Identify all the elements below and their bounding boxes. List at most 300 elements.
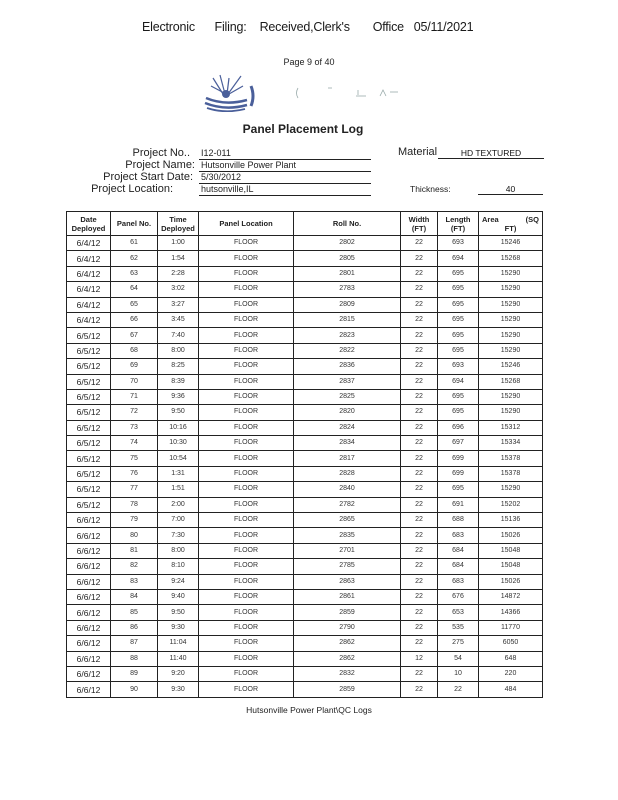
cell-width: 22 — [401, 282, 438, 297]
cell-location: FLOOR — [199, 251, 294, 266]
filing-stamp — [142, 20, 473, 34]
cell-date: 6/5/12 — [67, 466, 111, 481]
material-label: Material — [398, 146, 438, 158]
cell-area: 15290 — [479, 343, 543, 358]
cell-roll: 2828 — [294, 466, 401, 481]
company-logo-icon — [203, 72, 255, 112]
header-roll-no: Roll No. — [294, 212, 401, 236]
cell-roll: 2835 — [294, 528, 401, 543]
thickness-value: 40 — [478, 184, 543, 195]
cell-length: 684 — [438, 559, 479, 574]
cell-date: 6/5/12 — [67, 359, 111, 374]
cell-width: 22 — [401, 312, 438, 327]
cell-roll: 2820 — [294, 405, 401, 420]
cell-length: 688 — [438, 513, 479, 528]
cell-width: 22 — [401, 266, 438, 281]
cell-location: FLOOR — [199, 543, 294, 558]
cell-roll: 2859 — [294, 605, 401, 620]
cell-width: 22 — [401, 374, 438, 389]
cell-time: 10:16 — [158, 420, 199, 435]
cell-length: 697 — [438, 436, 479, 451]
cell-roll: 2701 — [294, 543, 401, 558]
cell-area: 15290 — [479, 266, 543, 281]
cell-length: 54 — [438, 651, 479, 666]
cell-location: FLOOR — [199, 589, 294, 604]
cell-length: 695 — [438, 405, 479, 420]
cell-width: 12 — [401, 651, 438, 666]
cell-location: FLOOR — [199, 497, 294, 512]
project-number-label: Project No.. — [132, 147, 190, 159]
cell-panel: 84 — [111, 589, 158, 604]
cell-area: 14366 — [479, 605, 543, 620]
cell-roll: 2862 — [294, 636, 401, 651]
cell-area: 15246 — [479, 359, 543, 374]
cell-location: FLOOR — [199, 436, 294, 451]
cell-area: 15334 — [479, 436, 543, 451]
cell-date: 6/6/12 — [67, 682, 111, 697]
cell-roll: 2825 — [294, 389, 401, 404]
cell-date: 6/5/12 — [67, 389, 111, 404]
table-row — [67, 636, 543, 651]
cell-length: 691 — [438, 497, 479, 512]
cell-roll: 2817 — [294, 451, 401, 466]
cell-date: 6/5/12 — [67, 405, 111, 420]
cell-location: FLOOR — [199, 620, 294, 635]
cell-time: 9:30 — [158, 620, 199, 635]
cell-location: FLOOR — [199, 482, 294, 497]
cell-panel: 86 — [111, 620, 158, 635]
cell-time: 1:31 — [158, 466, 199, 481]
document-title: Panel Placement Log — [242, 122, 364, 136]
cell-width: 22 — [401, 666, 438, 681]
table-row — [67, 528, 543, 543]
table-row — [67, 405, 543, 420]
cell-time: 10:54 — [158, 451, 199, 466]
cell-time: 9:24 — [158, 574, 199, 589]
cell-width: 22 — [401, 251, 438, 266]
cell-panel: 66 — [111, 312, 158, 327]
cell-width: 22 — [401, 589, 438, 604]
filing-word-electronic: Electronic — [142, 20, 195, 34]
filing-date: 05/11/2021 — [413, 20, 474, 34]
header-panel-location: Panel Location — [199, 212, 294, 236]
cell-area: 15290 — [479, 405, 543, 420]
cell-panel: 85 — [111, 605, 158, 620]
cell-panel: 80 — [111, 528, 158, 543]
cell-width: 22 — [401, 543, 438, 558]
cell-panel: 82 — [111, 559, 158, 574]
table-row — [67, 312, 543, 327]
cell-date: 6/4/12 — [67, 236, 111, 251]
cell-roll: 2863 — [294, 574, 401, 589]
cell-roll: 2840 — [294, 482, 401, 497]
cell-date: 6/6/12 — [67, 620, 111, 635]
cell-location: FLOOR — [199, 328, 294, 343]
cell-location: FLOOR — [199, 682, 294, 697]
cell-length: 694 — [438, 374, 479, 389]
cell-roll: 2790 — [294, 620, 401, 635]
cell-location: FLOOR — [199, 528, 294, 543]
project-name-value: Hutsonville Power Plant — [199, 160, 371, 172]
cell-area: 15290 — [479, 312, 543, 327]
cell-width: 22 — [401, 559, 438, 574]
cell-length: 695 — [438, 297, 479, 312]
table-row — [67, 451, 543, 466]
table-row — [67, 389, 543, 404]
cell-roll: 2862 — [294, 651, 401, 666]
cell-length: 699 — [438, 466, 479, 481]
cell-length: 695 — [438, 343, 479, 358]
table-row — [67, 328, 543, 343]
table-row — [67, 651, 543, 666]
cell-panel: 88 — [111, 651, 158, 666]
table-header-row — [67, 212, 543, 236]
cell-location: FLOOR — [199, 451, 294, 466]
cell-roll: 2865 — [294, 513, 401, 528]
cell-width: 22 — [401, 236, 438, 251]
cell-date: 6/5/12 — [67, 328, 111, 343]
cell-panel: 79 — [111, 513, 158, 528]
cell-location: FLOOR — [199, 374, 294, 389]
cell-location: FLOOR — [199, 513, 294, 528]
cell-length: 683 — [438, 528, 479, 543]
cell-length: 10 — [438, 666, 479, 681]
cell-time: 2:00 — [158, 497, 199, 512]
cell-length: 693 — [438, 236, 479, 251]
cell-panel: 68 — [111, 343, 158, 358]
cell-area: 648 — [479, 651, 543, 666]
cell-time: 10:30 — [158, 436, 199, 451]
cell-area: 15290 — [479, 282, 543, 297]
cell-area: 15378 — [479, 466, 543, 481]
table-row — [67, 436, 543, 451]
table-row — [67, 374, 543, 389]
cell-panel: 90 — [111, 682, 158, 697]
cell-roll: 2815 — [294, 312, 401, 327]
cell-date: 6/6/12 — [67, 528, 111, 543]
cell-panel: 61 — [111, 236, 158, 251]
cell-width: 22 — [401, 528, 438, 543]
cell-time: 2:28 — [158, 266, 199, 281]
cell-date: 6/4/12 — [67, 297, 111, 312]
cell-location: FLOOR — [199, 666, 294, 681]
cell-area: 15290 — [479, 482, 543, 497]
cell-time: 7:30 — [158, 528, 199, 543]
cell-time: 7:00 — [158, 513, 199, 528]
cell-area: 15268 — [479, 251, 543, 266]
table-row — [67, 666, 543, 681]
cell-time: 9:30 — [158, 682, 199, 697]
cell-panel: 77 — [111, 482, 158, 497]
cell-time: 8:10 — [158, 559, 199, 574]
cell-location: FLOOR — [199, 466, 294, 481]
cell-location: FLOOR — [199, 405, 294, 420]
cell-length: 695 — [438, 389, 479, 404]
cell-roll: 2836 — [294, 359, 401, 374]
cell-length: 676 — [438, 589, 479, 604]
cell-location: FLOOR — [199, 359, 294, 374]
cell-roll: 2801 — [294, 266, 401, 281]
cell-width: 22 — [401, 343, 438, 358]
project-start-value: 5/30/2012 — [199, 172, 371, 184]
cell-time: 8:00 — [158, 543, 199, 558]
project-location-label: Project Location: — [91, 183, 173, 195]
cell-area: 15048 — [479, 543, 543, 558]
cell-time: 9:36 — [158, 389, 199, 404]
cell-length: 699 — [438, 451, 479, 466]
header-time-deployed: Time Deployed — [158, 212, 199, 236]
cell-area: 15268 — [479, 374, 543, 389]
cell-location: FLOOR — [199, 266, 294, 281]
header-width: Width (FT) — [401, 212, 438, 236]
table-row — [67, 482, 543, 497]
cell-date: 6/6/12 — [67, 513, 111, 528]
cell-time: 1:51 — [158, 482, 199, 497]
header-date-deployed: Date Deployed — [67, 212, 111, 236]
cell-roll: 2783 — [294, 282, 401, 297]
cell-panel: 69 — [111, 359, 158, 374]
cell-panel: 76 — [111, 466, 158, 481]
cell-area: 15290 — [479, 389, 543, 404]
cell-time: 8:39 — [158, 374, 199, 389]
cell-panel: 63 — [111, 266, 158, 281]
cell-date: 6/5/12 — [67, 482, 111, 497]
cell-length: 22 — [438, 682, 479, 697]
cell-area: 15378 — [479, 451, 543, 466]
cell-panel: 75 — [111, 451, 158, 466]
cell-panel: 74 — [111, 436, 158, 451]
cell-length: 275 — [438, 636, 479, 651]
cell-area: 15026 — [479, 574, 543, 589]
table-row — [67, 682, 543, 697]
cell-date: 6/5/12 — [67, 374, 111, 389]
cell-length: 535 — [438, 620, 479, 635]
cell-date: 6/4/12 — [67, 266, 111, 281]
cell-panel: 87 — [111, 636, 158, 651]
cell-date: 6/6/12 — [67, 543, 111, 558]
cell-panel: 78 — [111, 497, 158, 512]
cell-roll: 2782 — [294, 497, 401, 512]
cell-width: 22 — [401, 436, 438, 451]
cell-location: FLOOR — [199, 312, 294, 327]
cell-width: 22 — [401, 297, 438, 312]
material-value: HD TEXTURED — [438, 148, 544, 159]
cell-panel: 70 — [111, 374, 158, 389]
project-number-value: I12-011 — [199, 148, 371, 160]
cell-time: 7:40 — [158, 328, 199, 343]
filing-word-office: Office — [372, 20, 404, 34]
cell-date: 6/5/12 — [67, 451, 111, 466]
cell-width: 22 — [401, 636, 438, 651]
cell-width: 22 — [401, 405, 438, 420]
cell-date: 6/4/12 — [67, 251, 111, 266]
cell-time: 3:27 — [158, 297, 199, 312]
table-row — [67, 420, 543, 435]
cell-length: 693 — [438, 359, 479, 374]
cell-width: 22 — [401, 466, 438, 481]
table-row — [67, 297, 543, 312]
cell-time: 9:40 — [158, 589, 199, 604]
cell-area: 15312 — [479, 420, 543, 435]
cell-width: 22 — [401, 451, 438, 466]
table-row — [67, 282, 543, 297]
cell-date: 6/6/12 — [67, 666, 111, 681]
cell-date: 6/4/12 — [67, 312, 111, 327]
cell-length: 683 — [438, 574, 479, 589]
table-row — [67, 236, 543, 251]
cell-length: 695 — [438, 312, 479, 327]
cell-time: 9:20 — [158, 666, 199, 681]
cell-location: FLOOR — [199, 574, 294, 589]
cell-location: FLOOR — [199, 420, 294, 435]
cell-width: 22 — [401, 389, 438, 404]
cell-date: 6/5/12 — [67, 436, 111, 451]
filing-word-filing: Filing: — [214, 20, 247, 34]
table-row — [67, 543, 543, 558]
project-location-value: hutsonville,IL — [199, 184, 371, 196]
cell-area: 15202 — [479, 497, 543, 512]
cell-area: 6050 — [479, 636, 543, 651]
cell-time: 8:25 — [158, 359, 199, 374]
cell-location: FLOOR — [199, 559, 294, 574]
cell-roll: 2824 — [294, 420, 401, 435]
table-row — [67, 559, 543, 574]
cell-roll: 2823 — [294, 328, 401, 343]
table-row — [67, 620, 543, 635]
cell-time: 1:00 — [158, 236, 199, 251]
cell-width: 22 — [401, 420, 438, 435]
table-body — [67, 236, 543, 698]
table-row — [67, 574, 543, 589]
cell-area: 220 — [479, 666, 543, 681]
cell-time: 11:40 — [158, 651, 199, 666]
cell-date: 6/6/12 — [67, 636, 111, 651]
cell-width: 22 — [401, 482, 438, 497]
cell-time: 1:54 — [158, 251, 199, 266]
cell-roll: 2832 — [294, 666, 401, 681]
cell-roll: 2837 — [294, 374, 401, 389]
header-panel-no: Panel No. — [111, 212, 158, 236]
table-row — [67, 251, 543, 266]
cell-panel: 89 — [111, 666, 158, 681]
cell-time: 11:04 — [158, 636, 199, 651]
cell-length: 653 — [438, 605, 479, 620]
table-row — [67, 497, 543, 512]
cell-time: 8:00 — [158, 343, 199, 358]
cell-width: 22 — [401, 682, 438, 697]
cell-location: FLOOR — [199, 282, 294, 297]
cell-roll: 2822 — [294, 343, 401, 358]
cell-length: 696 — [438, 420, 479, 435]
cell-date: 6/6/12 — [67, 605, 111, 620]
cell-length: 695 — [438, 482, 479, 497]
table-row — [67, 513, 543, 528]
cell-panel: 64 — [111, 282, 158, 297]
cell-location: FLOOR — [199, 297, 294, 312]
cell-area: 15290 — [479, 297, 543, 312]
cell-roll: 2802 — [294, 236, 401, 251]
cell-panel: 71 — [111, 389, 158, 404]
cell-date: 6/5/12 — [67, 343, 111, 358]
cell-panel: 83 — [111, 574, 158, 589]
cell-location: FLOOR — [199, 236, 294, 251]
cell-length: 695 — [438, 266, 479, 281]
cell-area: 11770 — [479, 620, 543, 635]
cell-date: 6/6/12 — [67, 559, 111, 574]
cell-panel: 67 — [111, 328, 158, 343]
table-row — [67, 359, 543, 374]
cell-length: 695 — [438, 328, 479, 343]
cell-location: FLOOR — [199, 636, 294, 651]
page-number: Page 9 of 40 — [283, 57, 335, 67]
cell-date: 6/5/12 — [67, 420, 111, 435]
cell-date: 6/6/12 — [67, 651, 111, 666]
cell-width: 22 — [401, 605, 438, 620]
cell-panel: 81 — [111, 543, 158, 558]
cell-width: 22 — [401, 620, 438, 635]
cell-roll: 2859 — [294, 682, 401, 697]
cell-area: 15026 — [479, 528, 543, 543]
cell-date: 6/6/12 — [67, 574, 111, 589]
page-footer: Hutsonville Power Plant\QC Logs — [246, 705, 372, 715]
header-area: Area (SQ FT) — [479, 212, 543, 236]
table-row — [67, 589, 543, 604]
logo-text-faint — [290, 84, 410, 100]
cell-length: 694 — [438, 251, 479, 266]
cell-area: 15136 — [479, 513, 543, 528]
cell-time: 9:50 — [158, 605, 199, 620]
cell-length: 695 — [438, 282, 479, 297]
project-name-label: Project Name: — [125, 159, 195, 171]
cell-panel: 65 — [111, 297, 158, 312]
cell-roll: 2861 — [294, 589, 401, 604]
cell-roll: 2809 — [294, 297, 401, 312]
cell-date: 6/5/12 — [67, 497, 111, 512]
cell-roll: 2834 — [294, 436, 401, 451]
cell-roll: 2785 — [294, 559, 401, 574]
cell-area: 484 — [479, 682, 543, 697]
table-row — [67, 605, 543, 620]
cell-time: 9:50 — [158, 405, 199, 420]
cell-area: 15048 — [479, 559, 543, 574]
cell-location: FLOOR — [199, 605, 294, 620]
panel-placement-table — [66, 211, 543, 698]
table-row — [67, 266, 543, 281]
cell-location: FLOOR — [199, 651, 294, 666]
cell-length: 684 — [438, 543, 479, 558]
cell-roll: 2805 — [294, 251, 401, 266]
cell-area: 14872 — [479, 589, 543, 604]
thickness-label: Thickness: — [410, 184, 451, 194]
table-row — [67, 343, 543, 358]
cell-time: 3:02 — [158, 282, 199, 297]
project-start-label: Project Start Date: — [103, 171, 193, 183]
cell-width: 22 — [401, 574, 438, 589]
cell-panel: 72 — [111, 405, 158, 420]
cell-date: 6/6/12 — [67, 589, 111, 604]
cell-panel: 62 — [111, 251, 158, 266]
header-length: Length (FT) — [438, 212, 479, 236]
table-row — [67, 466, 543, 481]
cell-area: 15246 — [479, 236, 543, 251]
cell-width: 22 — [401, 497, 438, 512]
cell-width: 22 — [401, 359, 438, 374]
cell-width: 22 — [401, 328, 438, 343]
cell-panel: 73 — [111, 420, 158, 435]
cell-width: 22 — [401, 513, 438, 528]
cell-time: 3:45 — [158, 312, 199, 327]
cell-location: FLOOR — [199, 389, 294, 404]
